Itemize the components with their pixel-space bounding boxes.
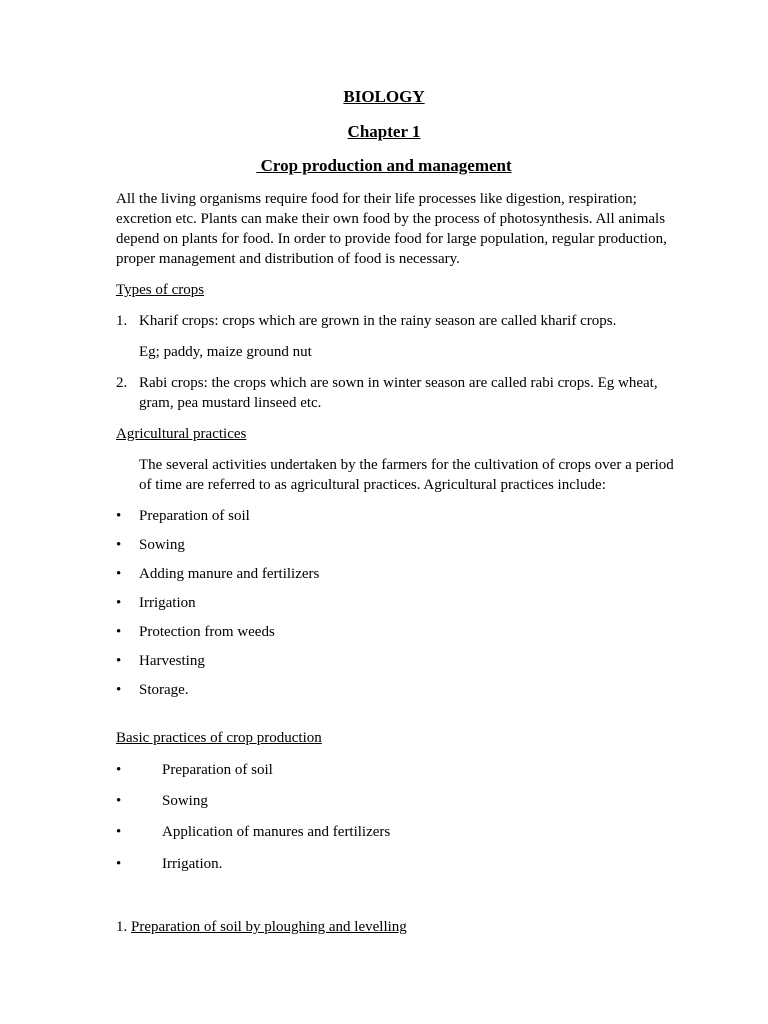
subject-title: BIOLOGY [343,87,425,106]
section-one-heading [116,917,676,937]
list-item-text: Sowing [162,793,208,809]
list-item-text: Sowing [139,537,185,553]
list-item-kharif [116,311,680,331]
bullet-icon: • [116,537,122,553]
types-of-crops-heading: Types of crops [116,282,205,298]
list-item-text: Preparation of soil [139,508,250,524]
bullet-icon: • [116,566,122,582]
agricultural-practices-description: The several activities undertaken by the farmers for the cultivation of crops over a period of time are referred to as agricultural practices. Agricultural practices include: [139,457,674,493]
section-one-number: 1. [116,919,128,935]
page-title-text: Crop production and management [260,156,512,175]
list-item-number: 1. [116,313,128,329]
bullet-icon: • [116,508,122,524]
section-one-title: Preparation of soil by ploughing and levelling [131,919,407,935]
agricultural-practices-heading: Agricultural practices [116,426,247,442]
page-title [0,156,768,176]
bullet-icon: • [116,824,122,840]
bullet-icon: • [116,624,122,640]
chapter-title: Chapter 1 [347,122,421,141]
list-item-text: Harvesting [139,653,205,669]
kharif-example: Eg; paddy, maize ground nut [139,344,312,360]
intro-paragraph: All the living organisms require food for their life processes like digestion, respiration; excretion etc. Plants can make their own food by the process of photosynthesis. All animals depend on plants for food. In order to provide food for large population, regular production, proper management and distribution of food is necessary. [116,191,667,267]
list-item-text: Storage. [139,682,189,698]
list-item-text: Rabi crops: the crops which are sown in winter season are called rabi crops. Eg wheat, gram, pea mustard linseed etc. [139,375,658,411]
list-item-text: Adding manure and fertilizers [139,566,320,582]
bullet-icon: • [116,793,122,809]
list-item-text: Application of manures and fertilizers [162,824,391,840]
bullet-icon: • [116,653,122,669]
list-item-text: Preparation of soil [162,762,273,778]
list-item-text: Irrigation [139,595,196,611]
bullet-icon: • [116,856,122,872]
list-item-text: Kharif crops: crops which are grown in the rainy season are called kharif crops. [139,313,617,329]
list-item-text: Irrigation. [162,856,223,872]
basic-practices-heading: Basic practices of crop production [116,730,322,746]
list-item-rabi [116,373,680,413]
list-item-text: Protection from weeds [139,624,275,640]
bullet-icon: • [116,682,122,698]
bullet-icon: • [116,762,122,778]
list-item-number: 2. [116,375,128,391]
bullet-icon: • [116,595,122,611]
